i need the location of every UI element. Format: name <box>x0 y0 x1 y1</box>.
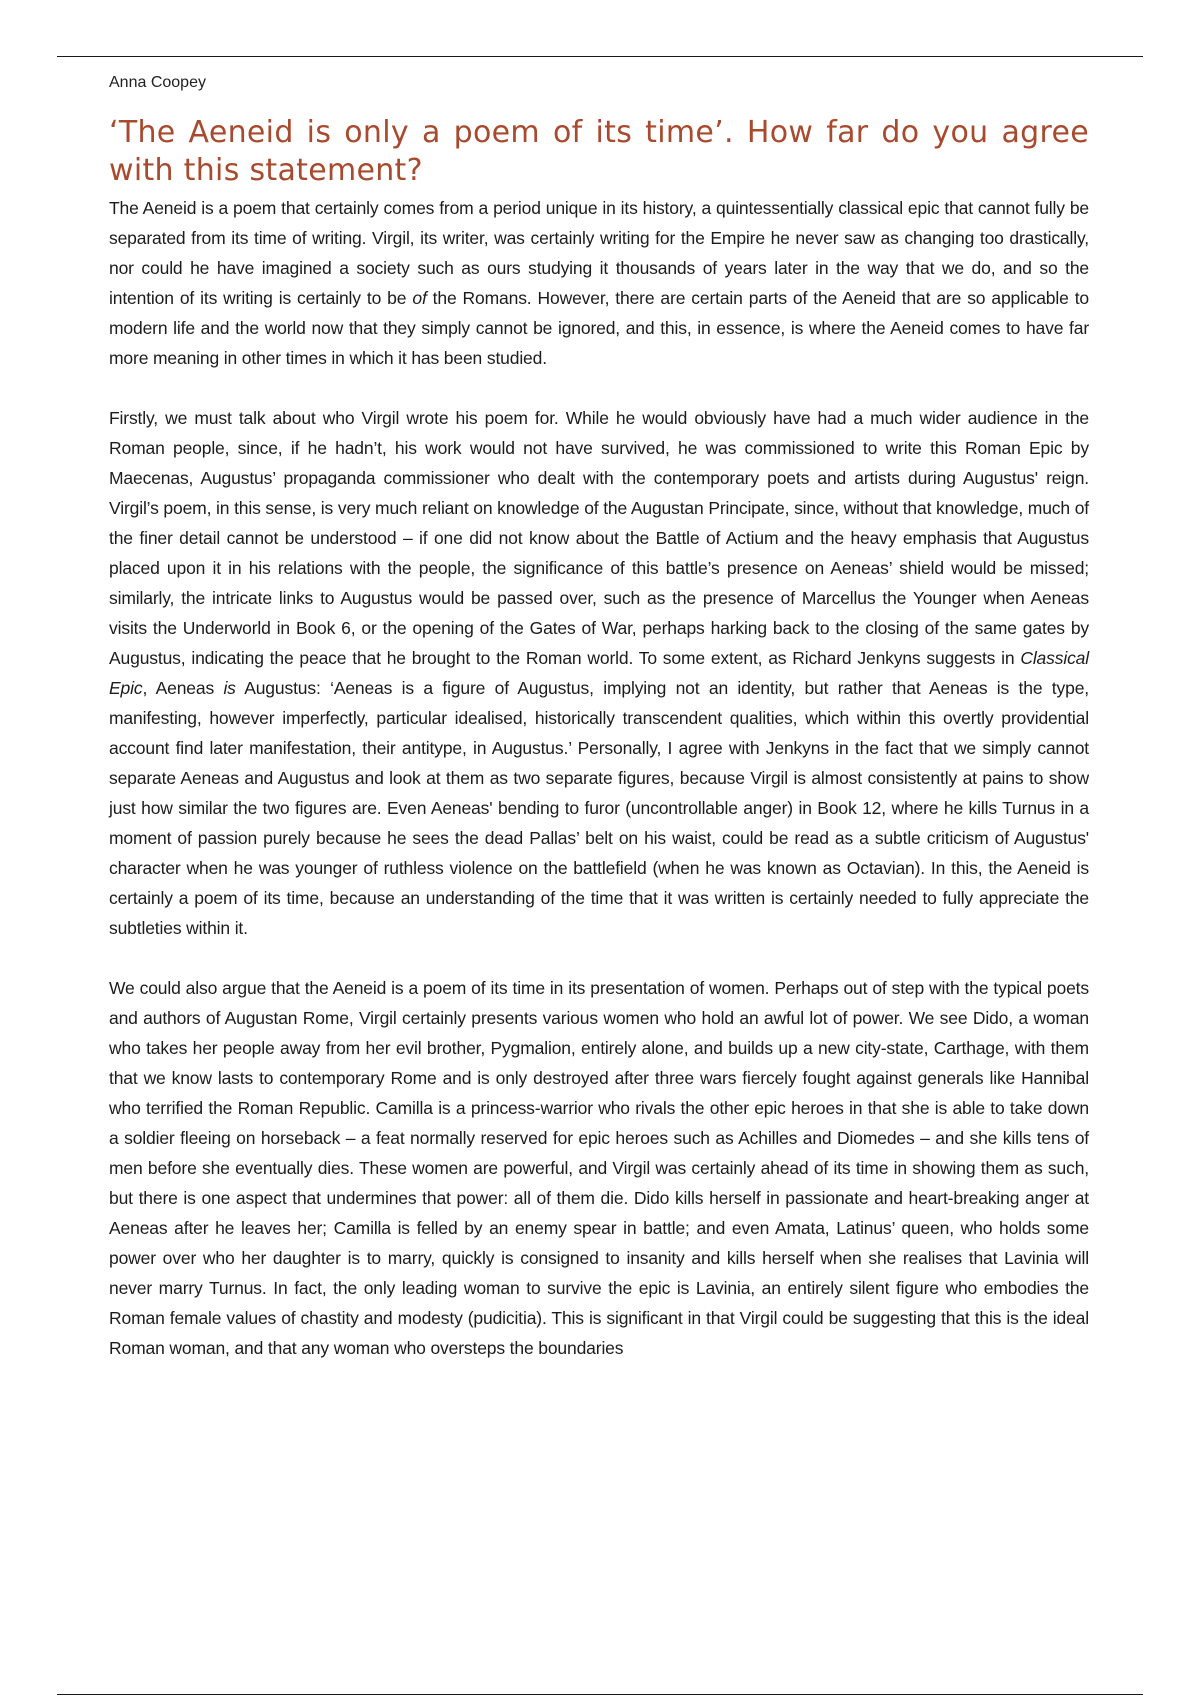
paragraph-2-emphasis-classical-epic: Classical Epic <box>109 648 1089 698</box>
essay-title: ‘The Aeneid is only a poem of its time’. How far do you agree with this statement? <box>109 115 1089 188</box>
author-name: Anna Coopey <box>109 74 206 91</box>
paragraph-1-text-b: the Romans. However, there are certain parts of the Aeneid that are so applicable to modern life and the world now that they simply cannot be ignored, and this, in essence, is where the Aeneid comes to have far more meaning in other times in which it has been studied. <box>109 288 1089 368</box>
paragraph-2 <box>109 403 1089 943</box>
paragraph-2-emphasis-is: is <box>223 678 236 698</box>
paragraph-1-text-a: The Aeneid is a poem that certainly comes from a period unique in its history, a quintessentially classical epic that cannot fully be separated from its time of writing. Virgil, its writer, was certainly writing for the Empire he never saw as changing too drastically, nor could he have imagined a society such as ours studying it thousands of years later in the way that we do, and so the intention of its writing is certainly to be <box>109 198 1089 308</box>
paragraph-3-text: We could also argue that the Aeneid is a poem of its time in its presentation of women. Perhaps out of step with the typical poets and authors of Augustan Rome, Virgil certainly presents various women who hold an awful lot of power. We see Dido, a woman who takes her people away from her evil brother, Pygmalion, entirely alone, and builds up a new city-state, Carthage, with them that we know lasts to contemporary Rome and is only destroyed after three wars fiercely fought against generals like Hannibal who terrified the Roman Republic. Camilla is a princess-warrior who rivals the other epic heroes in that she is able to take down a soldier fleeing on horseback – a feat normally reserved for epic heroes such as Achilles and Diomedes – and she kills tens of men before she eventually dies. These women are powerful, and Virgil was certainly ahead of its time in showing them as such, but there is one aspect that undermines that power: all of them die. Dido kills herself in passionate and heart-breaking anger at Aeneas after he leaves her; Camilla is felled by an enemy spear in battle; and even Amata, Latinus’ queen, who holds some power over who her daughter is to marry, quickly is consigned to insanity and kills herself when she realises that Lavinia will never marry Turnus. In fact, the only leading woman to survive the epic is Lavinia, an entirely silent figure who embodies the Roman female values of chastity and modesty (pudicitia). This is significant in that Virgil could be suggesting that this is the ideal Roman woman, and that any woman who oversteps the boundaries <box>109 978 1089 1358</box>
paragraph-1 <box>109 193 1089 373</box>
paragraph-2-text-b: , Aeneas <box>142 678 224 698</box>
paragraph-2-text-c: Augustus: ‘Aeneas is a figure of Augustus, implying not an identity, but rather that Aeneas is the type, manifesting, however imperfectly, particular idealised, historically transcendent qualities, which within this overtly providential account find later manifestation, their antitype, in Augustus.’ Personally, I agree with Jenkyns in the fact that we simply cannot separate Aeneas and Augustus and look at them as two separate figures, because Virgil is almost consistently at pains to show just how similar the two figures are. Even Aeneas' bending to furor (uncontrollable anger) in Book 12, where he kills Turnus in a moment of passion purely because he sees the dead Pallas’ belt on his waist, could be read as a subtle criticism of Augustus' character when he was younger of ruthless violence on the battlefield (when he was known as Octavian). In this, the Aeneid is certainly a poem of its time, because an understanding of the time that it was written is certainly needed to fully appreciate the subtleties within it. <box>109 678 1089 938</box>
paragraph-1-emphasis-of: of <box>412 288 427 308</box>
paragraph-2-text-a: Firstly, we must talk about who Virgil wrote his poem for. While he would obviously have had a much wider audience in the Roman people, since, if he hadn’t, his work would not have survived, he was commissioned to write this Roman Epic by Maecenas, Augustus’ propaganda commissioner who dealt with the contemporary poets and artists during Augustus' reign. Virgil’s poem, in this sense, is very much reliant on knowledge of the Augustan Principate, since, without that knowledge, much of the finer detail cannot be understood – if one did not know about the Battle of Actium and the heavy emphasis that Augustus placed upon it in his relations with the people, the significance of this battle’s presence on Aeneas’ shield would be missed; similarly, the intricate links to Augustus would be passed over, such as the presence of Marcellus the Younger when Aeneas visits the Underworld in Book 6, or the opening of the Gates of War, perhaps harking back to the closing of the same gates by Augustus, indicating the peace that he brought to the Roman world. To some extent, as Richard Jenkyns suggests in <box>109 408 1089 668</box>
paragraph-3 <box>109 973 1089 1363</box>
header-rule <box>57 56 1143 57</box>
document-page <box>109 72 1089 1363</box>
footer-rule <box>57 1694 1143 1695</box>
